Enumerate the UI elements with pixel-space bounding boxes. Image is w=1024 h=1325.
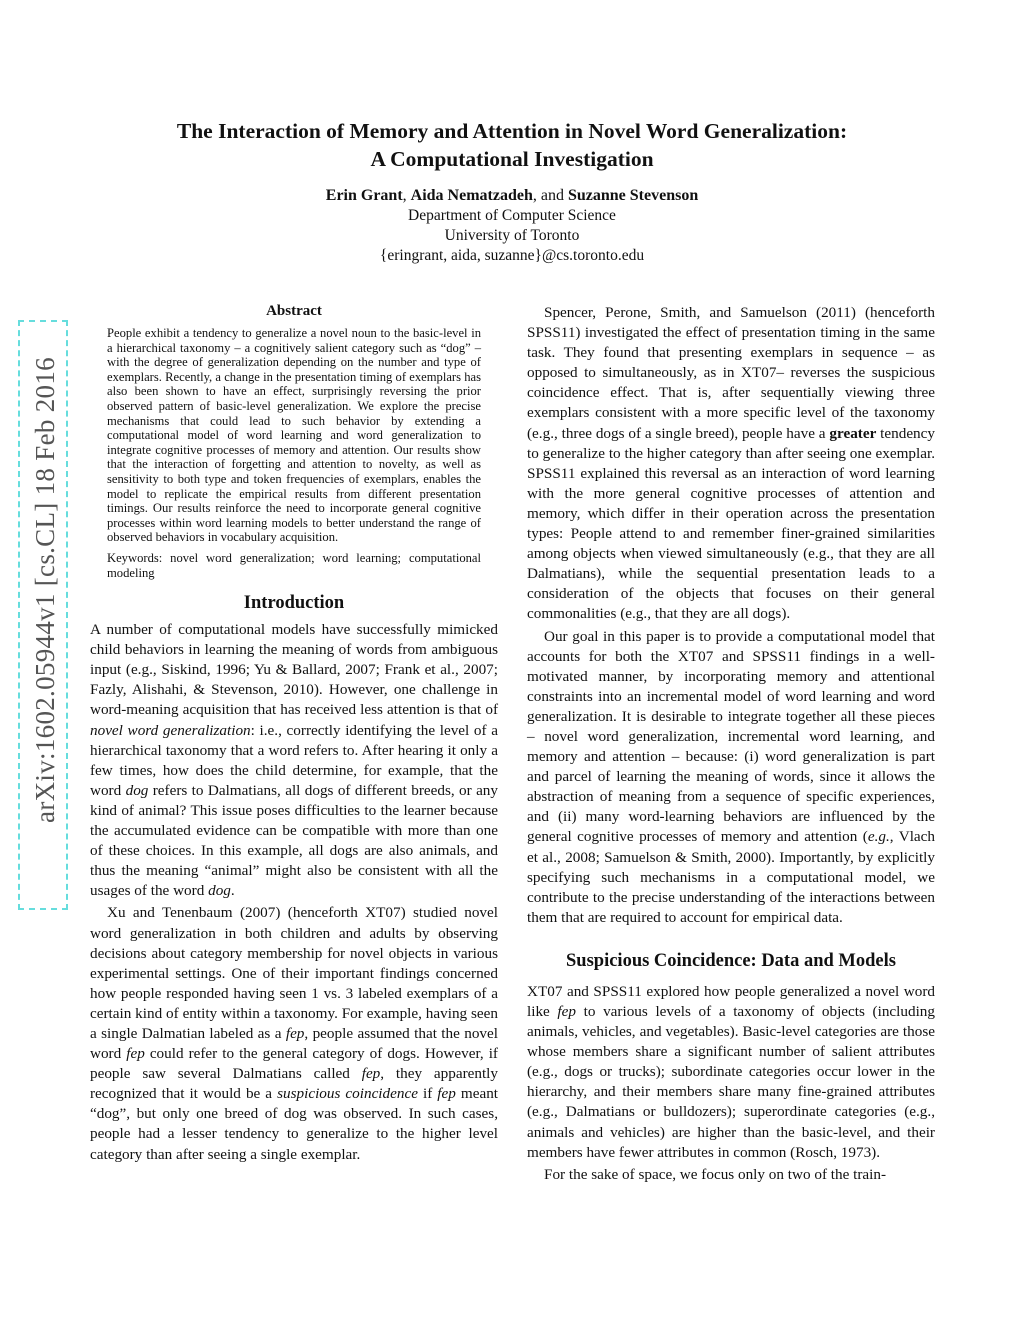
right-paragraph-1: Spencer, Perone, Smith, and Samuelson (2011) (henceforth SPSS11) investigated the effect of presentation timing in the same task. They found that presenting exemplars in sequence – as opposed to simultaneously, as in XT07– reverses the suspicious coincidence effect. That is, after sequentially viewing three exemplars consistent with a more specific level of the taxonomy (e.g., three dogs of a single breed), people have a greater tendency to generalize to the higher category than after seeing one exemplar. SPSS11 explained this reversal as an interaction of word learning with the more general cognitive processes of attention and memory, which differ in their operation across the presentation types: People attend to and remember finer-grained similarities among objects when viewed simultaneously (e.g., that they are all Dalmatians), while the sequential presentation leads to a consideration of the objects that focuses on their general commonalities (e.g., that they are all dogs). <box>527 304 935 623</box>
right-paragraph-4: For the sake of space, we focus only on two of the train- <box>544 1165 887 1183</box>
section-heading-suspicious-coincidence: Suspicious Coincidence: Data and Models <box>566 950 896 971</box>
intro-paragraph-2: Xu and Tenenbaum (2007) (henceforth XT07) studied novel word generalization in both children and adults by observing decisions about category membership for novel objects in various experimental settings. One of their important findings concerned how people responded having seen 1 vs. 3 labeled exemplars of a certain kind of entity within a taxonomy. For example, having seen a single Dalmatian labeled as a fep, people assumed that the novel word fep could refer to the general category of dogs. However, if people saw several Dalmatians called fep, they apparently recognized that it would be a suspicious coincidence if fep meant “dog”, but only one breed of dog was observed. In such cases, people had a lesser tendency to generalize to the higher level category than after seeing a single exemplar. <box>90 904 499 1163</box>
author-3: Suzanne Stevenson <box>567 187 699 204</box>
right-column <box>527 303 935 1185</box>
right-paragraph-3: XT07 and SPSS11 explored how people generalized a novel word like fep to various levels of a taxonomy of objects (including animals, vehicles, and vegetables). Basic-level categories are those whose members share a significant number of salient attributes (e.g., dogs or trucks); subordinate categories occur lower in the hierarchy, and their members share many fine-grained attributes (e.g., Dalmatians or bulldozers); superordinate categories (e.g., animals and vehicles) are higher than the basic-level, and their members have fewer attributes in common (Rosch, 1973). <box>527 982 935 1161</box>
right-paragraph-2: Our goal in this paper is to provide a computational model that accounts for both the XT07 and SPSS11 findings in a well-motivated manner, by incorporating memory and attentional constraints into an incremental model of word learning and word generalization. It is desirable to integrate together all these pieces – novel word generalization, incremental word learning, and memory and attention – because: (i) word generalization is part and parcel of learning the meaning of words, since it allows the abstraction of meaning from a sequence of specific experiences, and (ii) many word-learning behaviors are influenced by the general cognitive processes of memory and attention (e.g., Vlach et al., 2008; Samuelson & Smith, 2000). Importantly, by explicitly specifying such mechanisms in a computational model, we contribute to the precise understanding of the interactions between them that are required to account for empirical data. <box>527 627 936 926</box>
author-names <box>100 185 924 206</box>
left-column <box>90 303 498 1165</box>
department: Department of Computer Science <box>408 207 616 224</box>
author-2: Aida Nematzadeh <box>410 187 533 204</box>
author-separator-2: , and <box>532 187 568 204</box>
arxiv-identifier: arXiv:1602.05944v1 [cs.CL] 18 Feb 2016 <box>30 357 60 823</box>
intro-paragraph-1: A number of computational models have successfully mimicked child behaviors in learning the meaning of words from ambiguous input (e.g., Siskind, 1996; Yu & Ballard, 2007; Frank et al., 2007; Fazly, Alishahi, & Stevenson, 2010). However, one challenge in word-meaning acquisition that has received less attention is that of novel word generalization: i.e., correctly identifying the level of a hierarchical taxonomy that a word refers to. After hearing it only a few times, how does the child determine, for example, that the word dog refers to Dalmatians, all dogs of different breeds, or any kind of animal? This issue poses difficulties to the learner because the accumulated evidence can be compatible with more than one of these choices. In this example, all dogs are also animals, and thus the meaning “animal” might also be consistent with all the usages of the word dog. <box>90 621 498 900</box>
abstract-heading: Abstract <box>266 303 322 319</box>
university: University of Toronto <box>444 227 580 244</box>
title-line-1: The Interaction of Memory and Attention in Novel Word Generalization: <box>176 119 848 143</box>
paper-title <box>100 117 924 173</box>
author-block <box>100 185 924 266</box>
abstract-text: People exhibit a tendency to generalize a novel noun to the basic-level in a hierarchical taxonomy – a cognitively salient category such as “dog” – with the degree of generalization depending on the number and type of exemplars. Recently, a change in the presentation timing of exemplars has also been shown to have an effect, surprisingly reversing the prior observed pattern of basic-level generalization. We explore the precise mechanisms that could lead to such behavior by extending a computational model of word learning and word generalization to integrate cognitive processes of memory and attention. Our results show that the interaction of forgetting and attention to novelty, as well as sensitivity to both type and token frequencies of exemplars, enables the model to replicate the empirical results from different presentation timings. Our results reinforce the need to incorporate general cognitive processes within word learning models to better understand the range of observed behaviors in vocabulary acquisition. <box>107 326 481 545</box>
email: {eringrant, aida, suzanne}@cs.toronto.edu <box>379 247 645 264</box>
keywords: Keywords: novel word generalization; word learning; computational modeling <box>107 550 481 580</box>
author-separator-1: , <box>402 187 411 204</box>
author-1: Erin Grant <box>325 187 403 204</box>
title-line-2: A Computational Investigation <box>370 147 654 171</box>
section-heading-introduction: Introduction <box>243 593 345 614</box>
